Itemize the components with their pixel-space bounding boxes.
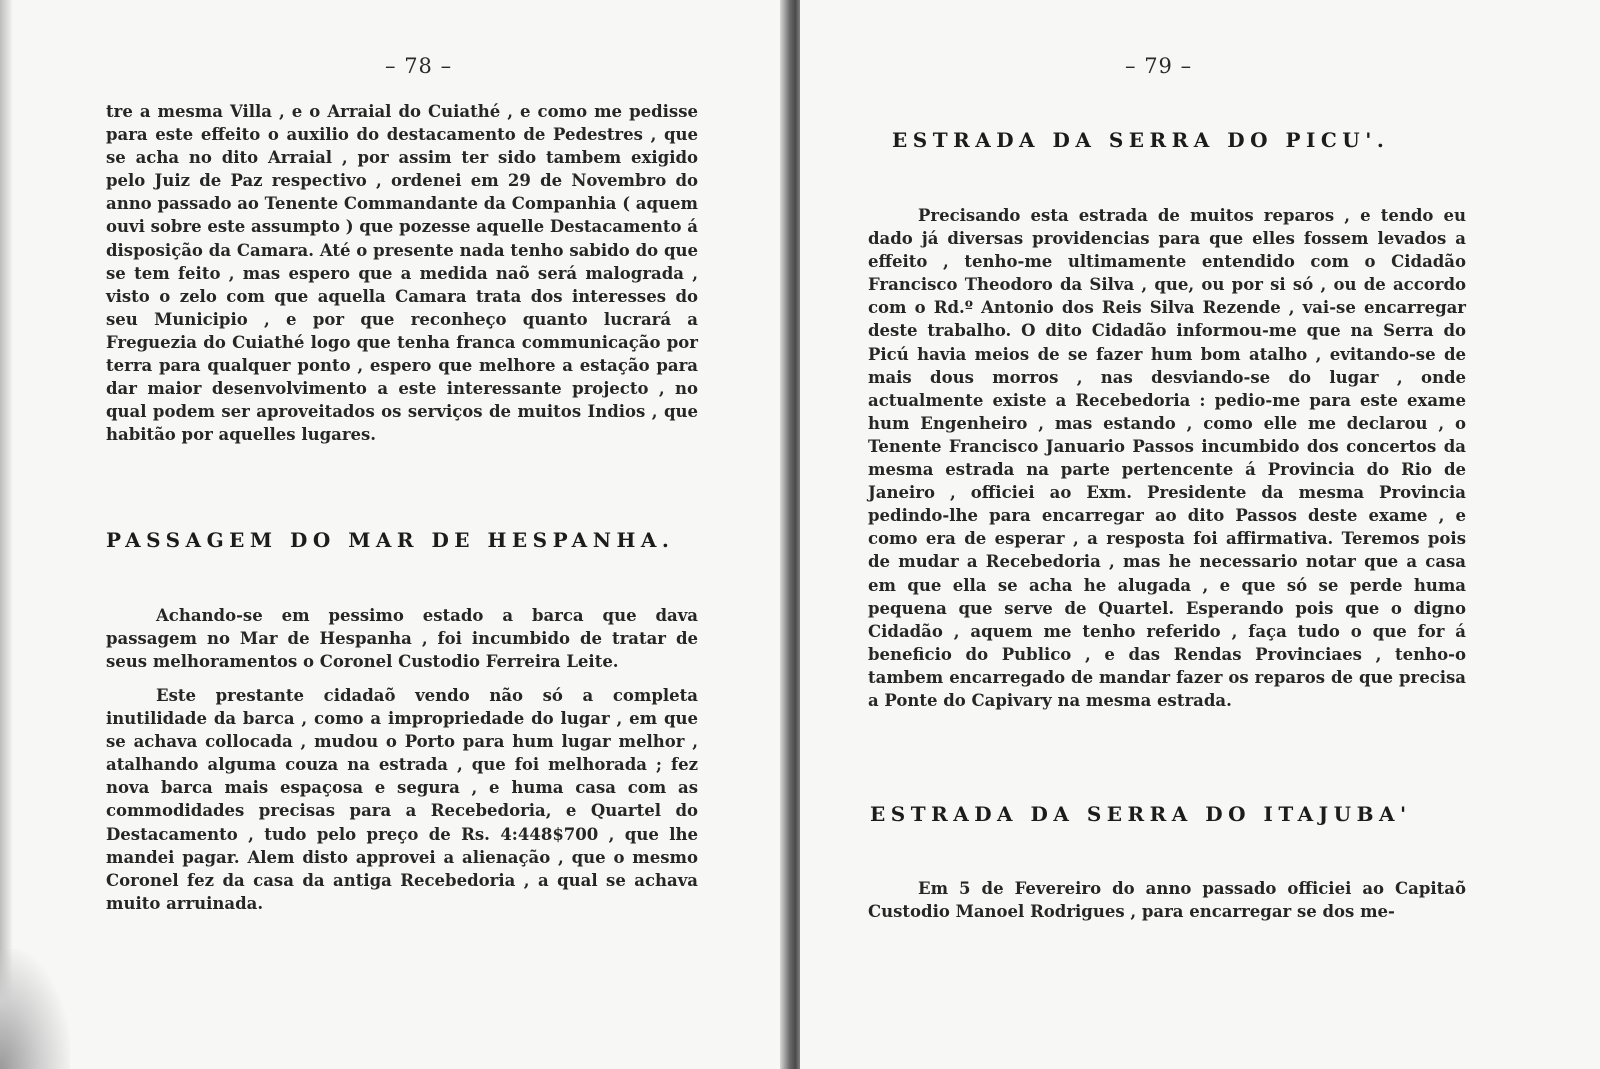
left-paragraph-3	[106, 684, 698, 915]
corner-shadow	[0, 949, 70, 1069]
right-page-number: – 79 –	[1125, 54, 1193, 78]
right-heading-picu: ESTRADA DA SERRA DO PICU'.	[892, 128, 1390, 152]
left-page-number: – 78 –	[385, 54, 453, 78]
left-page-edge	[0, 0, 12, 1069]
left-paragraph-3-text: Este prestante cidadaõ vendo não só a completa inutilidade da barca , como a impropriedade do lugar , em que se achava collocada , mudou o Porto para hum lugar melhor , atalhando alguma couza na estrada , que foi melhorada ; fez nova barca mais espaçosa e segura , e huma casa com as commodidades precisas para a Recebedoria, e Quartel do Destacamento , tudo pelo preço de Rs. 4:448$700 , que lhe mandei pagar. Alem disto approvei a alienação , que o mesmo Coronel fez da casa da antiga Recebedoria , a qual se achava muito arruinada.	[106, 686, 698, 913]
right-paragraph-1	[868, 204, 1466, 712]
left-paragraph-2-text: Achando-se em pessimo estado a barca que dava passagem no Mar de Hespanha , foi incumbido de tratar de seus melhoramentos o Coronel Custodio Ferreira Leite.	[106, 606, 698, 672]
right-heading-itajuba: ESTRADA DA SERRA DO ITAJUBA'	[870, 802, 1412, 826]
right-page	[800, 0, 1600, 1069]
right-paragraph-1-text: Precisando esta estrada de muitos reparos , e tendo eu dado já diversas providencias para que elles fossem levados a effeito , tenho-me ultimamente entendido com o Cidadão Francisco Theodoro da Silva , que, ou por si só , ou de accordo com o Rd.º Antonio dos Reis Silva Rezende , vai-se encarregar deste trabalho. O dito Cidadão informou-me que na Serra do Picú havia meios de se fazer hum bom atalho , evitando-se de mais dous morros , nas desviando-se do lugar , onde actualmente existe a Recebedoria : pedio-me para este exame hum Engenheiro , mas estando , como elle me declarou , o Tenente Francisco Januario Passos incumbido dos concertos da mesma estrada na parte pertencente á Provincia do Rio de Janeiro , officiei ao Exm. Presidente da mesma Provincia pedindo-lhe para encarregar ao dito Passos deste exame , e como era de esperar , a resposta foi affirmativa. Teremos pois de mudar a Recebedoria , mas he necessario notar que a casa em que ella se acha he alugada , e que só se perde huma pequena que serve de Quartel. Esperando pois que o digno Cidadão , aquem me tenho referido , faça tudo o que for á beneficio do Publico , e das Rendas Provinciaes , tenho-o tambem encarregado de mandar fazer os reparos de que precisa a Ponte do Capivary na mesma estrada.	[868, 206, 1466, 710]
right-paragraph-2	[868, 877, 1466, 923]
left-paragraph-1-text: tre a mesma Villa , e o Arraial do Cuiathé , e como me pedisse para este effeito o auxilio do destacamento de Pedestres , que se acha no dito Arraial , por assim ter sido tambem exigido pelo Juiz de Paz respectivo , ordenei em 29 de Novembro do anno passado ao Tenente Commandante da Companhia ( aquem ouvi sobre este assumpto ) que pozesse aquelle Destacamento á disposição da Camara. Até o presente nada tenho sabido do que se tem feito , mas espero que a medida naõ será malograda , visto o zelo com que aquella Camara trata dos interesses do seu Municipio , e por que reconheço quanto lucrará a Freguezia do Cuiathé logo que tenha franca communicação por terra para qualquer ponto , espero que melhore a estação para dar maior desenvolvimento a este interessante projecto , no qual podem ser aproveitados os serviços de muitos Indios , que habitão por aquelles lugares.	[106, 102, 698, 445]
left-page	[0, 0, 790, 1069]
left-heading-passagem: PASSAGEM DO MAR DE HESPANHA.	[106, 528, 675, 552]
left-paragraph-1	[106, 100, 698, 446]
right-paragraph-2-text: Em 5 de Fevereiro do anno passado officiei ao Capitaõ Custodio Manoel Rodrigues , para encarregar se dos me-	[868, 879, 1466, 922]
left-paragraph-2	[106, 604, 698, 673]
